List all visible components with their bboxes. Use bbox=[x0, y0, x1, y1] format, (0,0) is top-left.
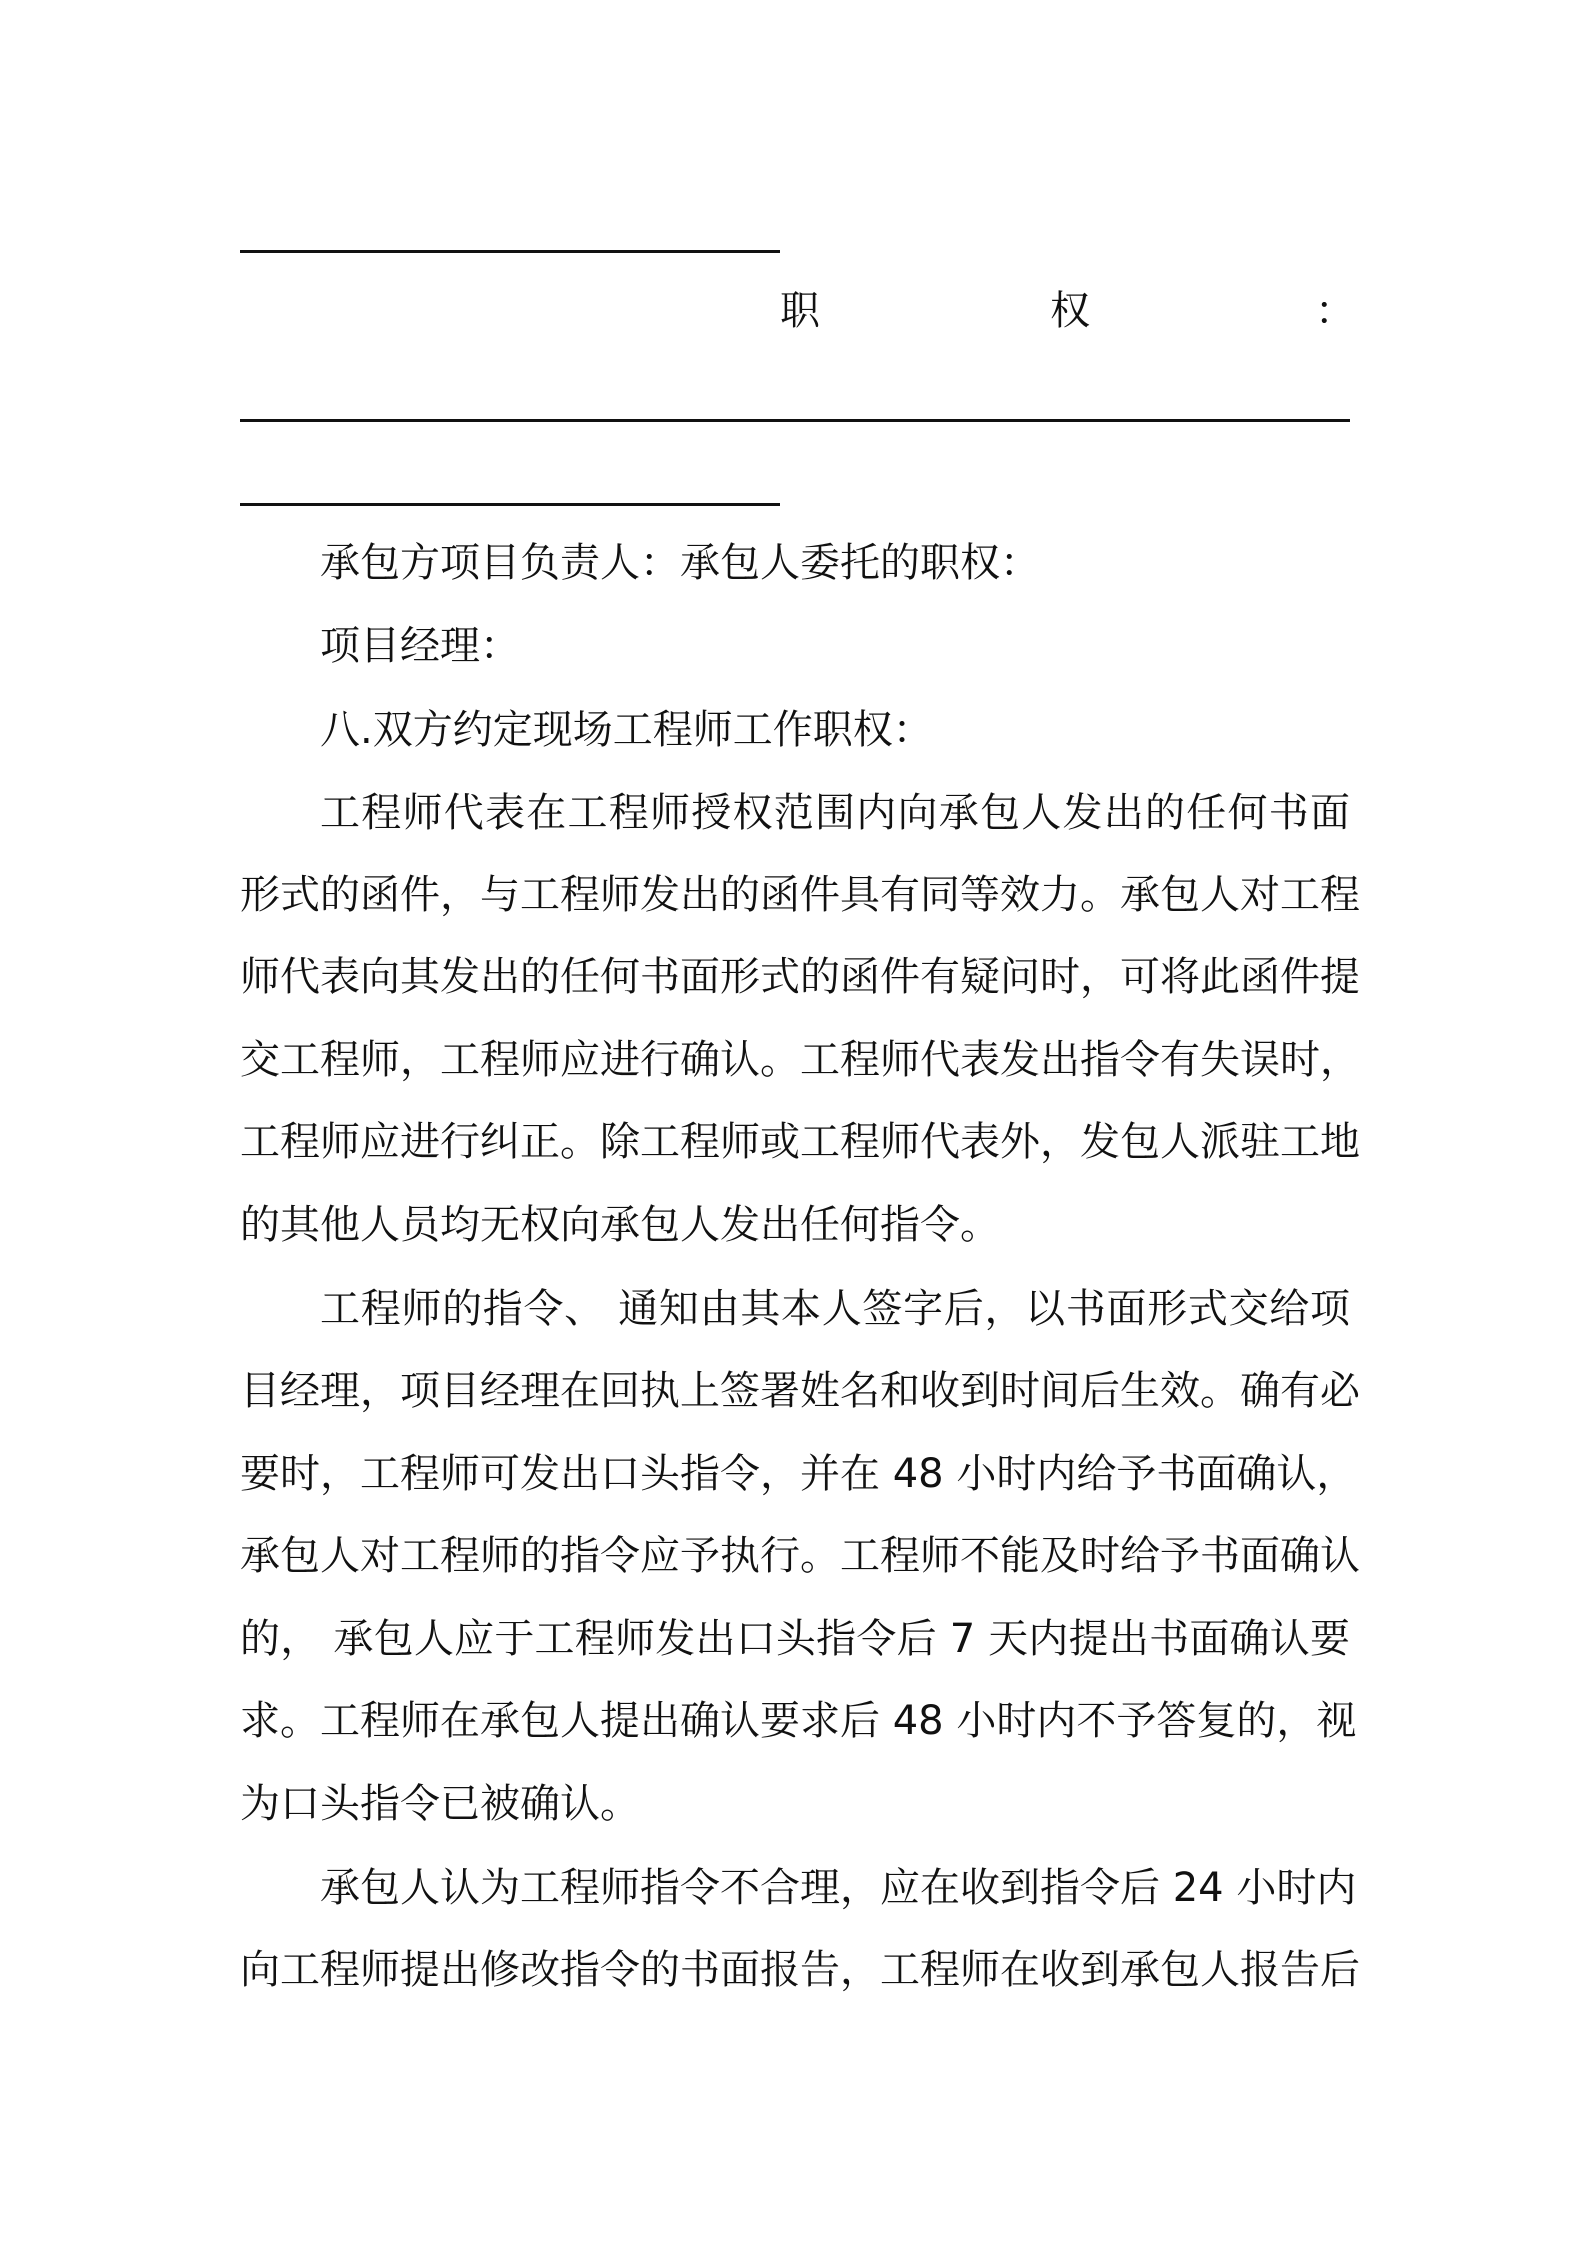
duty-label-row bbox=[240, 286, 1355, 336]
contractor-representative-line: 承包方项目负责人：承包人委托的职权： bbox=[320, 540, 1040, 586]
paragraph-1-line-6: 的其他人员均无权向承包人发出任何指令。 bbox=[240, 1202, 1000, 1248]
paragraph-2-line-5: 的， 承包人应于工程师发出口头指令后 7 天内提出书面确认要 bbox=[240, 1616, 1350, 1662]
duty-label-colon: ： bbox=[1315, 288, 1355, 334]
paragraph-1-line-1: 工程师代表在工程师授权范围内向承包人发出的任何书面 bbox=[320, 790, 1350, 836]
blank-fill-line-1 bbox=[240, 250, 780, 253]
blank-fill-line-3 bbox=[240, 503, 780, 506]
paragraph-3-line-1: 承包人认为工程师指令不合理，应在收到指令后 24 小时内 bbox=[320, 1865, 1357, 1911]
paragraph-1-line-2: 形式的函件，与工程师发出的函件具有同等效力。承包人对工程 bbox=[240, 872, 1360, 918]
paragraph-2-line-3: 要时，工程师可发出口头指令，并在 48 小时内给予书面确认， bbox=[240, 1451, 1357, 1497]
paragraph-2-line-2: 目经理，项目经理在回执上签署姓名和收到时间后生效。确有必 bbox=[240, 1368, 1360, 1414]
duty-label-char-2: 权 bbox=[1050, 288, 1090, 334]
paragraph-1-line-4: 交工程师，工程师应进行确认。工程师代表发出指令有失误时， bbox=[240, 1037, 1360, 1083]
paragraph-3-line-2: 向工程师提出修改指令的书面报告，工程师在收到承包人报告后 bbox=[240, 1947, 1360, 1993]
blank-fill-line-2 bbox=[240, 419, 1350, 422]
paragraph-2-line-6: 求。工程师在承包人提出确认要求后 48 小时内不予答复的，视 bbox=[240, 1698, 1357, 1744]
paragraph-2-line-7: 为口头指令已被确认。 bbox=[240, 1781, 640, 1827]
section-heading: 八.双方约定现场工程师工作职权： bbox=[320, 707, 933, 753]
paragraph-1-line-3: 师代表向其发出的任何书面形式的函件有疑问时，可将此函件提 bbox=[240, 954, 1360, 1000]
paragraph-2-line-1: 工程师的指令、 通知由其本人签字后，以书面形式交给项 bbox=[320, 1286, 1350, 1332]
paragraph-2-line-4: 承包人对工程师的指令应予执行。工程师不能及时给予书面确认 bbox=[240, 1533, 1360, 1579]
duty-label-char-1: 职 bbox=[780, 288, 820, 334]
project-manager-line: 项目经理： bbox=[320, 623, 520, 669]
paragraph-1-line-5: 工程师应进行纠正。除工程师或工程师代表外，发包人派驻工地 bbox=[240, 1119, 1360, 1165]
